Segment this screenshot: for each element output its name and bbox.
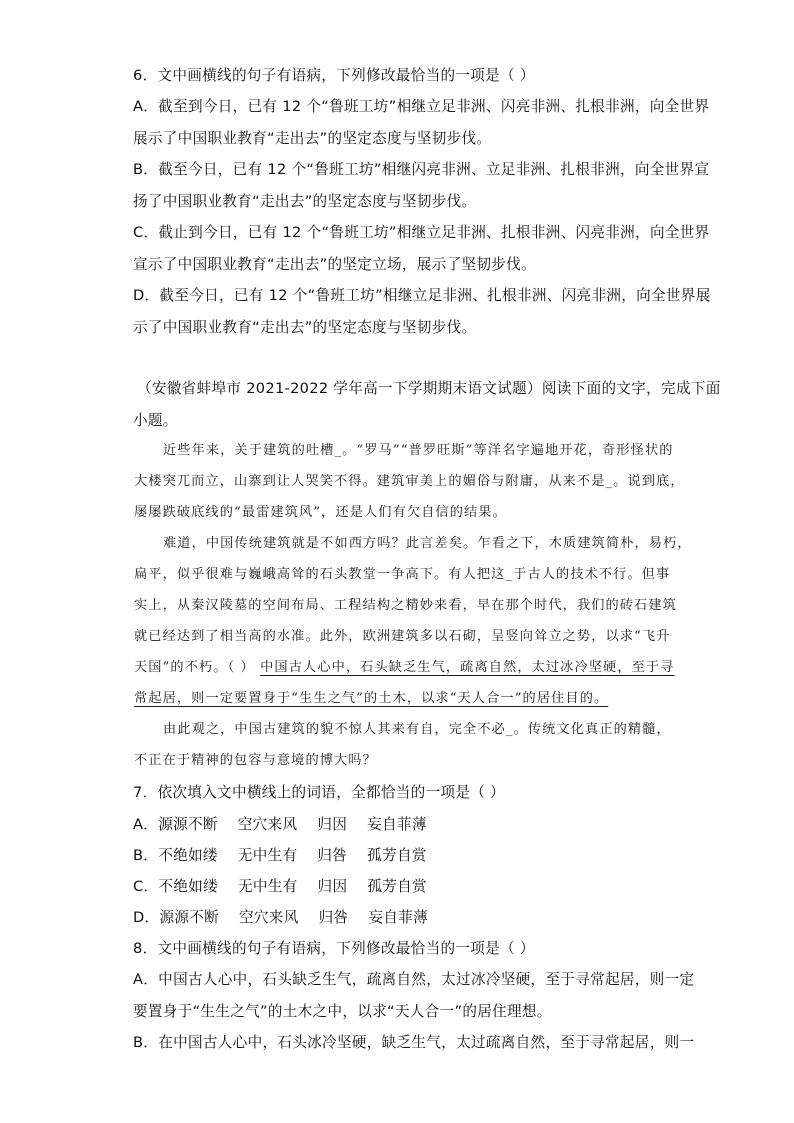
passage-p2-line5 bbox=[134, 658, 674, 678]
q7-option-d: D．源源不断 空穴来风 归咎 妄自菲薄 bbox=[133, 909, 428, 926]
q6-stem: 6．文中画横线的句子有语病，下列修改最恰当的一项是（ ） bbox=[133, 67, 535, 84]
underlined-sentence-part2: 常起居，则一定要置身于“生生之气”的土木，以求“天人合一”的居住目的。 bbox=[134, 691, 609, 706]
q7-stem: 7．依次填入文中横线上的词语，全都恰当的一项是（ ） bbox=[133, 784, 505, 801]
q8-stem: 8．文中画横线的句子有语病，下列修改最恰当的一项是（ ） bbox=[133, 940, 535, 957]
q7-option-a: A．源源不断 空穴来风 归因 妄自菲薄 bbox=[133, 816, 427, 833]
passage-p1-line2: 大楼突兀而立，山寨到让人哭笑不得。建筑审美上的媚俗与附庸，从来不是_。说到底， bbox=[134, 474, 685, 489]
passage-p3-line1: 由此观之，中国古建筑的貌不惊人其来有自，完全不必_。传统文化真正的精髓， bbox=[163, 722, 671, 737]
q8-option-b: B．在中国古人心中，石头冰冷坚硬，缺乏生气，太过疏离自然，至于寻常起居，则一 bbox=[133, 1034, 695, 1051]
q8-option-a: A．中国古人心中，石头缺乏生气，疏离自然，太过冰冷坚硬，至于寻常起居，则一定 bbox=[133, 971, 695, 988]
q6-option-c: C．截止到今日，已有 12 个“鲁班工坊”相继立足非洲、扎根非洲、闪亮非洲，向全世界 bbox=[133, 224, 710, 241]
q6-option-b-cont: 扬了中国职业教育“走出去”的坚定态度与坚韧步伐。 bbox=[133, 193, 477, 210]
q6-option-b: B．截至今日，已有 12 个“鲁班工坊”相继闪亮非洲、立足非洲、扎根非洲，向全世界宣 bbox=[133, 161, 710, 178]
q7-option-b: B．不绝如缕 无中生有 归咎 孤芳自赏 bbox=[133, 847, 427, 864]
q7-option-c: C．不绝如缕 无中生有 归因 孤芳自赏 bbox=[133, 878, 427, 895]
passage-p2-line3: 实上，从秦汉陵墓的空间布局、工程结构之精妙来看，早在那个时代，我们的砖石建筑 bbox=[134, 598, 677, 613]
underlined-sentence-part1: 中国古人心中，石头缺乏生气，疏离自然，太过冰冷坚硬，至于寻 bbox=[260, 660, 675, 675]
q6-option-a: A．截至到今日，已有 12 个“鲁班工坊”相继立足非洲、闪亮非洲、扎根非洲，向全世界 bbox=[133, 98, 710, 115]
passage-p2-line1: 难道，中国传统建筑就是不如西方吗？此言差矣。乍看之下，木质建筑简朴，易朽， bbox=[163, 536, 692, 551]
q6-option-d-cont: 示了中国职业教育“走出去”的坚定态度与坚韧步伐。 bbox=[133, 319, 477, 336]
passage-p2-line4: 就已经达到了相当高的水准。此外，欧洲建筑多以石砌，呈竖向耸立之势，以求“飞升 bbox=[134, 629, 671, 644]
passage-p2-line2: 扁平，似乎很难与巍峨高耸的石头教堂一争高下。有人把这_于古人的技术不行。但事 bbox=[134, 567, 671, 582]
source-note: （安徽省蚌埠市 2021-2022 学年高一下学期期末语文试题）阅读下面的文字，完成下面 bbox=[137, 380, 721, 397]
q6-option-a-cont: 展示了中国职业教育“走出去”的坚定态度与坚韧步伐。 bbox=[133, 130, 492, 147]
q6-option-c-cont: 宣示了中国职业教育“走出去”的坚定立场，展示了坚韧步伐。 bbox=[133, 256, 536, 273]
q8-option-a-cont: 要置身于“生生之气”的土木之中，以求“天人合一”的居住理想。 bbox=[133, 1003, 552, 1020]
passage-p3-line2: 不正在于精神的包容与意境的博大吗？ bbox=[134, 753, 377, 768]
source-note-cont: 小题。 bbox=[133, 412, 178, 429]
passage-p1-line3: 屡屡跌破底线的“最雷建筑风”，还是人们有欠自信的结果。 bbox=[134, 505, 507, 520]
passage-p1-line1: 近些年来，关于建筑的吐槽_。“罗马”“普罗旺斯”等洋名字遍地开花，奇形怪状的 bbox=[163, 443, 674, 458]
q6-option-d: D．截至今日，已有 12 个“鲁班工坊”相继立足非洲、扎根非洲、闪亮非洲，向全世界展 bbox=[133, 287, 711, 304]
passage-blank-paren: 天国”的不朽。（ ） bbox=[134, 660, 255, 675]
